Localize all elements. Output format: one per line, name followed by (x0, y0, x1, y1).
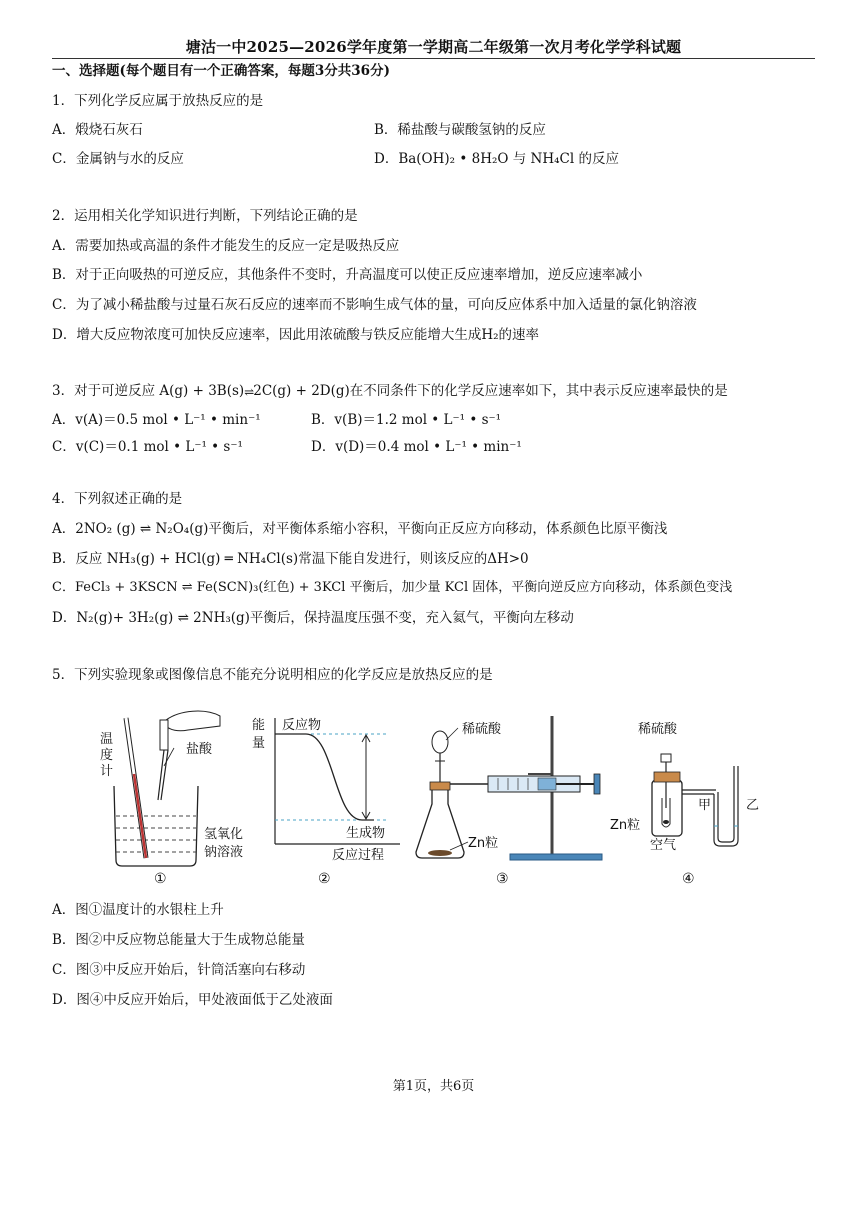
q1-option-d: D．Ba(OH)₂ • 8H₂O 与 NH₄Cl 的反应 (374, 151, 619, 167)
q4-option-c: C．FeCl₃ + 3KSCN ⇌ Fe(SCN)₃(红色) + 3KCl 平衡后，加少量 KCl 固体，平衡向逆反应方向移动，体系颜色变浅 (52, 580, 733, 595)
q1-option-a: A．煅烧石灰石 (52, 122, 143, 138)
section-heading: 一、选择题(每个题目有一个正确答案，每题3分共36分) (52, 63, 390, 79)
q3-option-b: B．v(B)＝1.2 mol • L⁻¹ • s⁻¹ (311, 412, 502, 428)
figure-4-air-label: 空气 (650, 838, 677, 853)
figure-4-zinc-label: Zn粒 (610, 818, 641, 833)
q2-option-d: D．增大反应物浓度可加快反应速率，因此用浓硫酸与铁反应能增大生成H₂的速率 (52, 327, 540, 343)
q5-option-b: B．图②中反应物总能量大于生成物总能量 (52, 932, 305, 948)
figure-2-y-label-1: 能 (252, 718, 266, 733)
figure-1-thermometer-label: 温 度 计 (100, 732, 114, 779)
figure-4-acid-label: 稀硫酸 (638, 722, 678, 737)
figure-2-energy-diagram (250, 708, 410, 894)
figure-3-zinc-label: Zn粒 (468, 836, 499, 851)
q2-option-a: A．需要加热或高温的条件才能发生的反应一定是吸热反应 (52, 238, 400, 254)
q1-option-c: C．金属钠与水的反应 (52, 151, 184, 167)
figure-4-jia-label: 甲 (698, 798, 712, 813)
q4-stem: 4．下列叙述正确的是 (52, 491, 183, 507)
equilibrium-arrow-icon: ⇌ (244, 384, 254, 399)
figure-3-flask-syringe (410, 708, 610, 894)
q2-option-c: C．为了减小稀盐酸与过量石灰石反应的速率而不影响生成气体的量，可向反应体系中加入适量的氯化钠溶液 (52, 297, 697, 313)
figure-4-yi-label: 乙 (746, 798, 760, 813)
q3-option-c: C．v(C)＝0.1 mol • L⁻¹ • s⁻¹ (52, 439, 243, 455)
q3-stem (52, 382, 728, 401)
q5-option-d: D．图④中反应开始后，甲处液面低于乙处液面 (52, 992, 333, 1008)
figure-1-beaker-thermometer (70, 708, 260, 894)
figure-2-product-label: 生成物 (346, 826, 386, 841)
figure-4-number: ④ (682, 871, 695, 887)
q3-stem-post: 2C(g) + 2D(g)在不同条件下的化学反应速率如下，其中表示反应速率最快的是 (253, 383, 728, 399)
q1-option-b: B．稀盐酸与碳酸氢钠的反应 (374, 122, 546, 138)
q5-figures (70, 708, 830, 894)
q5-option-a: A．图①温度计的水银柱上升 (52, 902, 224, 918)
q4-option-a: A．2NO₂ (g) ⇌ N₂O₄(g)平衡后，对平衡体系缩小容积，平衡向正反应方向移动，体系颜色比原平衡浅 (52, 521, 668, 537)
figure-2-reactant-label: 反应物 (282, 718, 322, 733)
q2-option-b: B．对于正向吸热的可逆反应，其他条件不变时，升高温度可以使正反应速率增加，逆反应速率减小 (52, 267, 643, 283)
q3-stem-pre: 3．对于可逆反应 A(g) + 3B(s) (52, 383, 245, 399)
figure-2-y-label-2: 量 (252, 736, 266, 751)
q5-stem: 5．下列实验现象或图像信息不能充分说明相应的化学反应是放热反应的是 (52, 667, 493, 683)
q4-option-b: B．反应 NH₃(g) + HCl(g) ═ NH₄Cl(s)常温下能自发进行，则该反应的ΔH>0 (52, 551, 529, 567)
figure-3-number: ③ (496, 871, 509, 887)
q1-stem: 1．下列化学反应属于放热反应的是 (52, 93, 264, 109)
figure-1-base-label-2: 钠溶液 (204, 845, 244, 860)
figure-1-acid-label: 盐酸 (186, 742, 213, 757)
title-divider (52, 58, 815, 59)
q2-stem: 2．运用相关化学知识进行判断，下列结论正确的是 (52, 208, 358, 224)
figure-1-number: ① (154, 871, 167, 887)
figure-2-x-label: 反应过程 (332, 848, 385, 863)
q4-option-d: D．N₂(g)+ 3H₂(g) ⇌ 2NH₃(g)平衡后，保持温度压强不变，充入氦气，平衡向左移动 (52, 610, 574, 626)
figure-3-acid-label: 稀硫酸 (462, 722, 502, 737)
q5-option-c: C．图③中反应开始后，针筒活塞向右移动 (52, 962, 306, 978)
q3-option-d: D．v(D)＝0.4 mol • L⁻¹ • min⁻¹ (311, 439, 522, 455)
figure-2-number: ② (318, 871, 331, 887)
page-number: 第1页，共6页 (392, 1079, 475, 1094)
page-title: 塘沽一中2025—2026学年度第一学期高二年级第一次月考化学学科试题 (185, 38, 682, 56)
q3-option-a: A．v(A)＝0.5 mol • L⁻¹ • min⁻¹ (52, 412, 261, 428)
figure-1-base-label-1: 氢氧化 (204, 827, 244, 842)
